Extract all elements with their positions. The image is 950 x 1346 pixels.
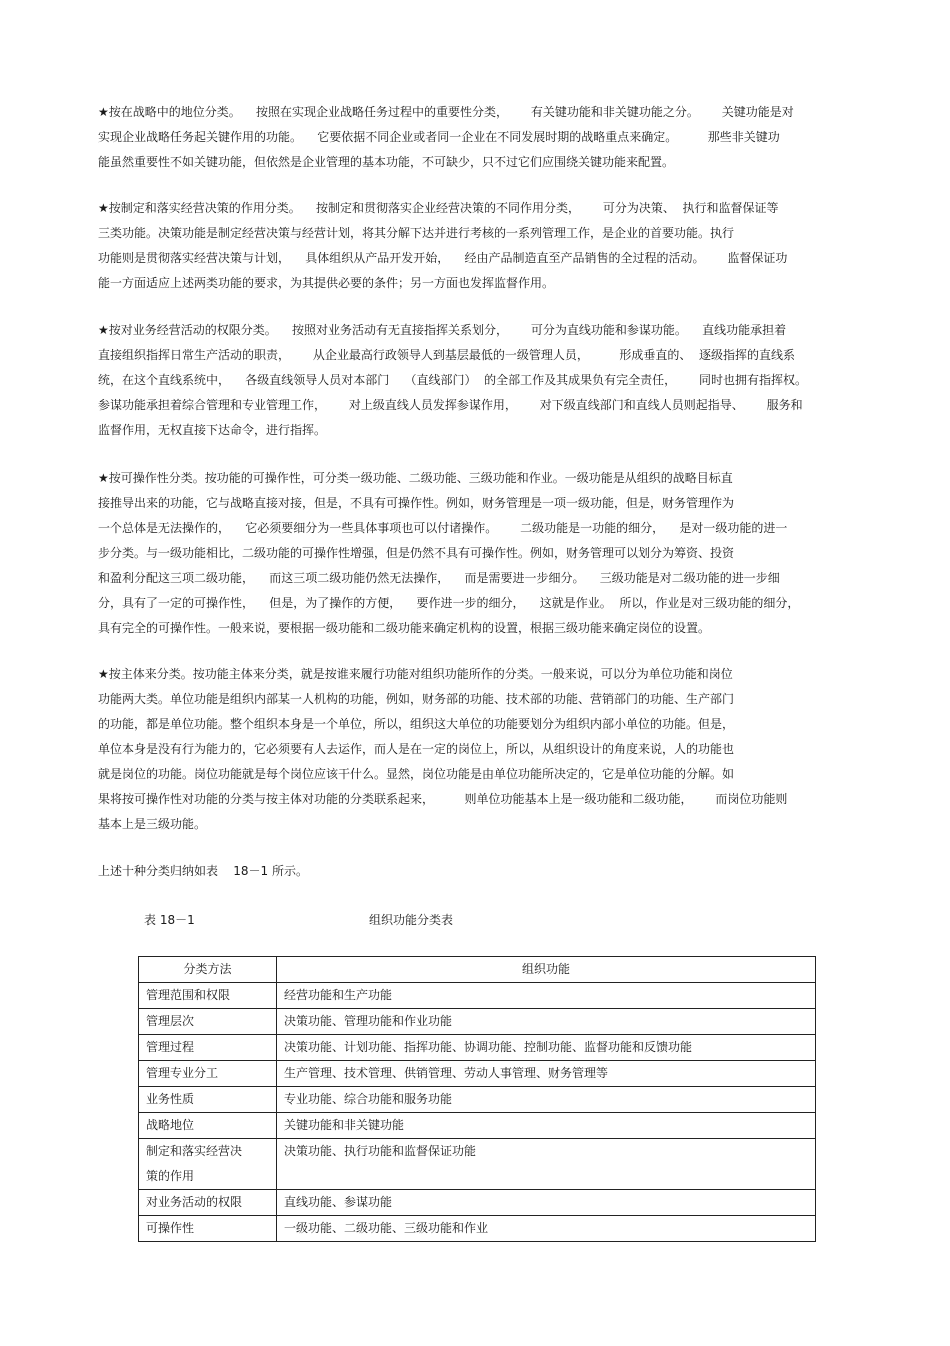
function-cell: 一级功能、二级功能、三级功能和作业 — [277, 1216, 816, 1242]
table-row — [139, 1139, 816, 1190]
text-line: ★按可操作性分类。按功能的可操作性，可分类一级功能、二级功能、三级功能和作业。一级功能是从组织的战略目标直 — [98, 471, 733, 485]
text-line: 接推导出来的功能，它与战略直接对接，但是，不具有可操作性。例如，财务管理是一项一级功能，但是，财务管理作为 — [98, 496, 735, 510]
text-line: 步分类。与一级功能相比，二级功能的可操作性增强，但是仍然不具有可操作性。例如，财务管理可以划分为筹资、投资 — [98, 546, 735, 560]
function-cell: 决策功能、执行功能和监督保证功能 — [277, 1139, 816, 1190]
text-line: ★按主体来分类。按功能主体来分类，就是按谁来履行功能对组织功能所作的分类。一般来说，可以分为单位功能和岗位 — [98, 667, 733, 681]
method-cell: 业务性质 — [139, 1087, 277, 1113]
table-row — [139, 1113, 816, 1139]
function-classification-table — [138, 956, 816, 1242]
method-cell: 管理过程 — [139, 1035, 277, 1061]
text-line: 参谋功能承担着综合管理和专业管理工作， 对上级直线人员发挥参谋作用， 对下级直线部门和直线人员则起指导、 服务和 — [98, 398, 803, 412]
table-row — [139, 1190, 816, 1216]
table-row — [139, 1009, 816, 1035]
paragraph-subject — [98, 662, 850, 837]
table-row — [139, 1061, 816, 1087]
paragraph-decision-role — [98, 196, 850, 296]
method-cell: 制定和落实经营决 策的作用 — [139, 1139, 277, 1190]
text-line: 监督作用，无权直接下达命令，进行指挥。 — [98, 423, 327, 437]
method-cell: 对业务活动的权限 — [139, 1190, 277, 1216]
text-line: 功能两大类。单位功能是组织内部某一人机构的功能，例如，财务部的功能、技术部的功能、营销部门的功能、生产部门 — [98, 692, 735, 706]
text-line: 直接组织指挥日常生产活动的职责， 从企业最高行政领导人到基层最低的一级管理人员， 形成垂直的、 逐级指挥的直线系 — [98, 348, 796, 362]
text-line: 的功能，都是单位功能。整个组织本身是一个单位，所以，组织这大单位的功能要划分为组织内部小单位的功能。但是， — [98, 717, 735, 731]
function-cell: 关键功能和非关键功能 — [277, 1113, 816, 1139]
function-cell: 决策功能、计划功能、指挥功能、协调功能、控制功能、监督功能和反馈功能 — [277, 1035, 816, 1061]
text-line: 基本上是三级功能。 — [98, 817, 207, 831]
header-function: 组织功能 — [277, 957, 816, 983]
paragraph-strategic-position — [98, 100, 850, 175]
text-line: 和盈利分配这三项二级功能， 而这三项二级功能仍然无法操作， 而是需要进一步细分。 三级功能是对二级功能的进一步细 — [98, 571, 780, 585]
text-line: 果将按可操作性对功能的分类与按主体对功能的分类联系起来， 则单位功能基本上是一级功能和二级功能， 而岗位功能则 — [98, 792, 788, 806]
method-cell: 管理范围和权限 — [139, 983, 277, 1009]
text-line: 实现企业战略任务起关键作用的功能。 它要依据不同企业或者同一企业在不同发展时期的战略重点来确定。 那些非关键功 — [98, 130, 780, 144]
text-line: ★按对业务经营活动的权限分类。 按照对业务活动有无直接指挥关系划分， 可分为直线功能和参谋功能。 直线功能承担着 — [98, 323, 787, 337]
table-row — [139, 983, 816, 1009]
paragraph-operability — [98, 466, 850, 641]
text-line: 三类功能。决策功能是制定经营决策与经营计划，将其分解下达并进行考核的一系列管理工作，是企业的首要功能。执行 — [98, 226, 735, 240]
method-cell: 战略地位 — [139, 1113, 277, 1139]
table-row — [139, 1087, 816, 1113]
method-cell: 可操作性 — [139, 1216, 277, 1242]
text-line: 具有完全的可操作性。一般来说，要根据一级功能和二级功能来确定机构的设置，根据三级功能来确定岗位的设置。 — [98, 621, 711, 635]
function-cell: 生产管理、技术管理、供销管理、劳动人事管理、财务管理等 — [277, 1061, 816, 1087]
header-method: 分类方法 — [139, 957, 277, 983]
text-line: 分，具有了一定的可操作性， 但是，为了操作的方便， 要作进一步的细分， 这就是作业。 所以，作业是对三级功能的细分， — [98, 596, 800, 610]
table-row — [139, 1035, 816, 1061]
method-cell: 管理层次 — [139, 1009, 277, 1035]
table-header-row — [139, 957, 816, 983]
function-cell: 决策功能、管理功能和作业功能 — [277, 1009, 816, 1035]
function-cell: 直线功能、参谋功能 — [277, 1190, 816, 1216]
text-line: ★按制定和落实经营决策的作用分类。 按制定和贯彻落实企业经营决策的不同作用分类， 可分为决策、 执行和监督保证等 — [98, 201, 779, 215]
text-line: ★按在战略中的地位分类。 按照在实现企业战略任务过程中的重要性分类， 有关键功能和非关键功能之分。 关键功能是对 — [98, 105, 794, 119]
function-cell: 专业功能、综合功能和服务功能 — [277, 1087, 816, 1113]
text-line: 统，在这个直线系统中， 各级直线领导人员对本部门 （直线部门） 的全部工作及其成果负有完全责任， 同时也拥有指挥权。 — [98, 373, 808, 387]
text-line: 就是岗位的功能。岗位功能就是每个岗位应该干什么。显然，岗位功能是由单位功能所决定的，它是单位功能的分解。如 — [98, 767, 735, 781]
text-line: 能一方面适应上述两类功能的要求，为其提供必要的条件；另一方面也发挥监督作用。 — [98, 276, 555, 290]
method-cell: 管理专业分工 — [139, 1061, 277, 1087]
table-title: 组织功能分类表 — [369, 913, 454, 927]
table-number: 表 18－1 — [144, 913, 195, 927]
text-line: 能虽然重要性不如关键功能，但依然是企业管理的基本功能，不可缺少，只不过它们应围绕关键功能来配置。 — [98, 155, 675, 169]
summary-text: 上述十种分类归纳如表 18－1 所示。 — [98, 864, 308, 878]
table-row — [139, 1216, 816, 1242]
text-line: 一个总体是无法操作的， 它必须要细分为一些具体事项也可以付诸操作。 二级功能是一功能的细分， 是对一级功能的进一 — [98, 521, 788, 535]
text-line: 单位本身是没有行为能力的，它必须要有人去运作，而人是在一定的岗位上，所以，从组织设计的角度来说，人的功能也 — [98, 742, 735, 756]
paragraph-authority — [98, 318, 850, 443]
function-cell: 经营功能和生产功能 — [277, 983, 816, 1009]
text-line: 功能则是贯彻落实经营决策与计划， 具体组织从产品开发开始， 经由产品制造直至产品销售的全过程的活动。 监督保证功 — [98, 251, 788, 265]
